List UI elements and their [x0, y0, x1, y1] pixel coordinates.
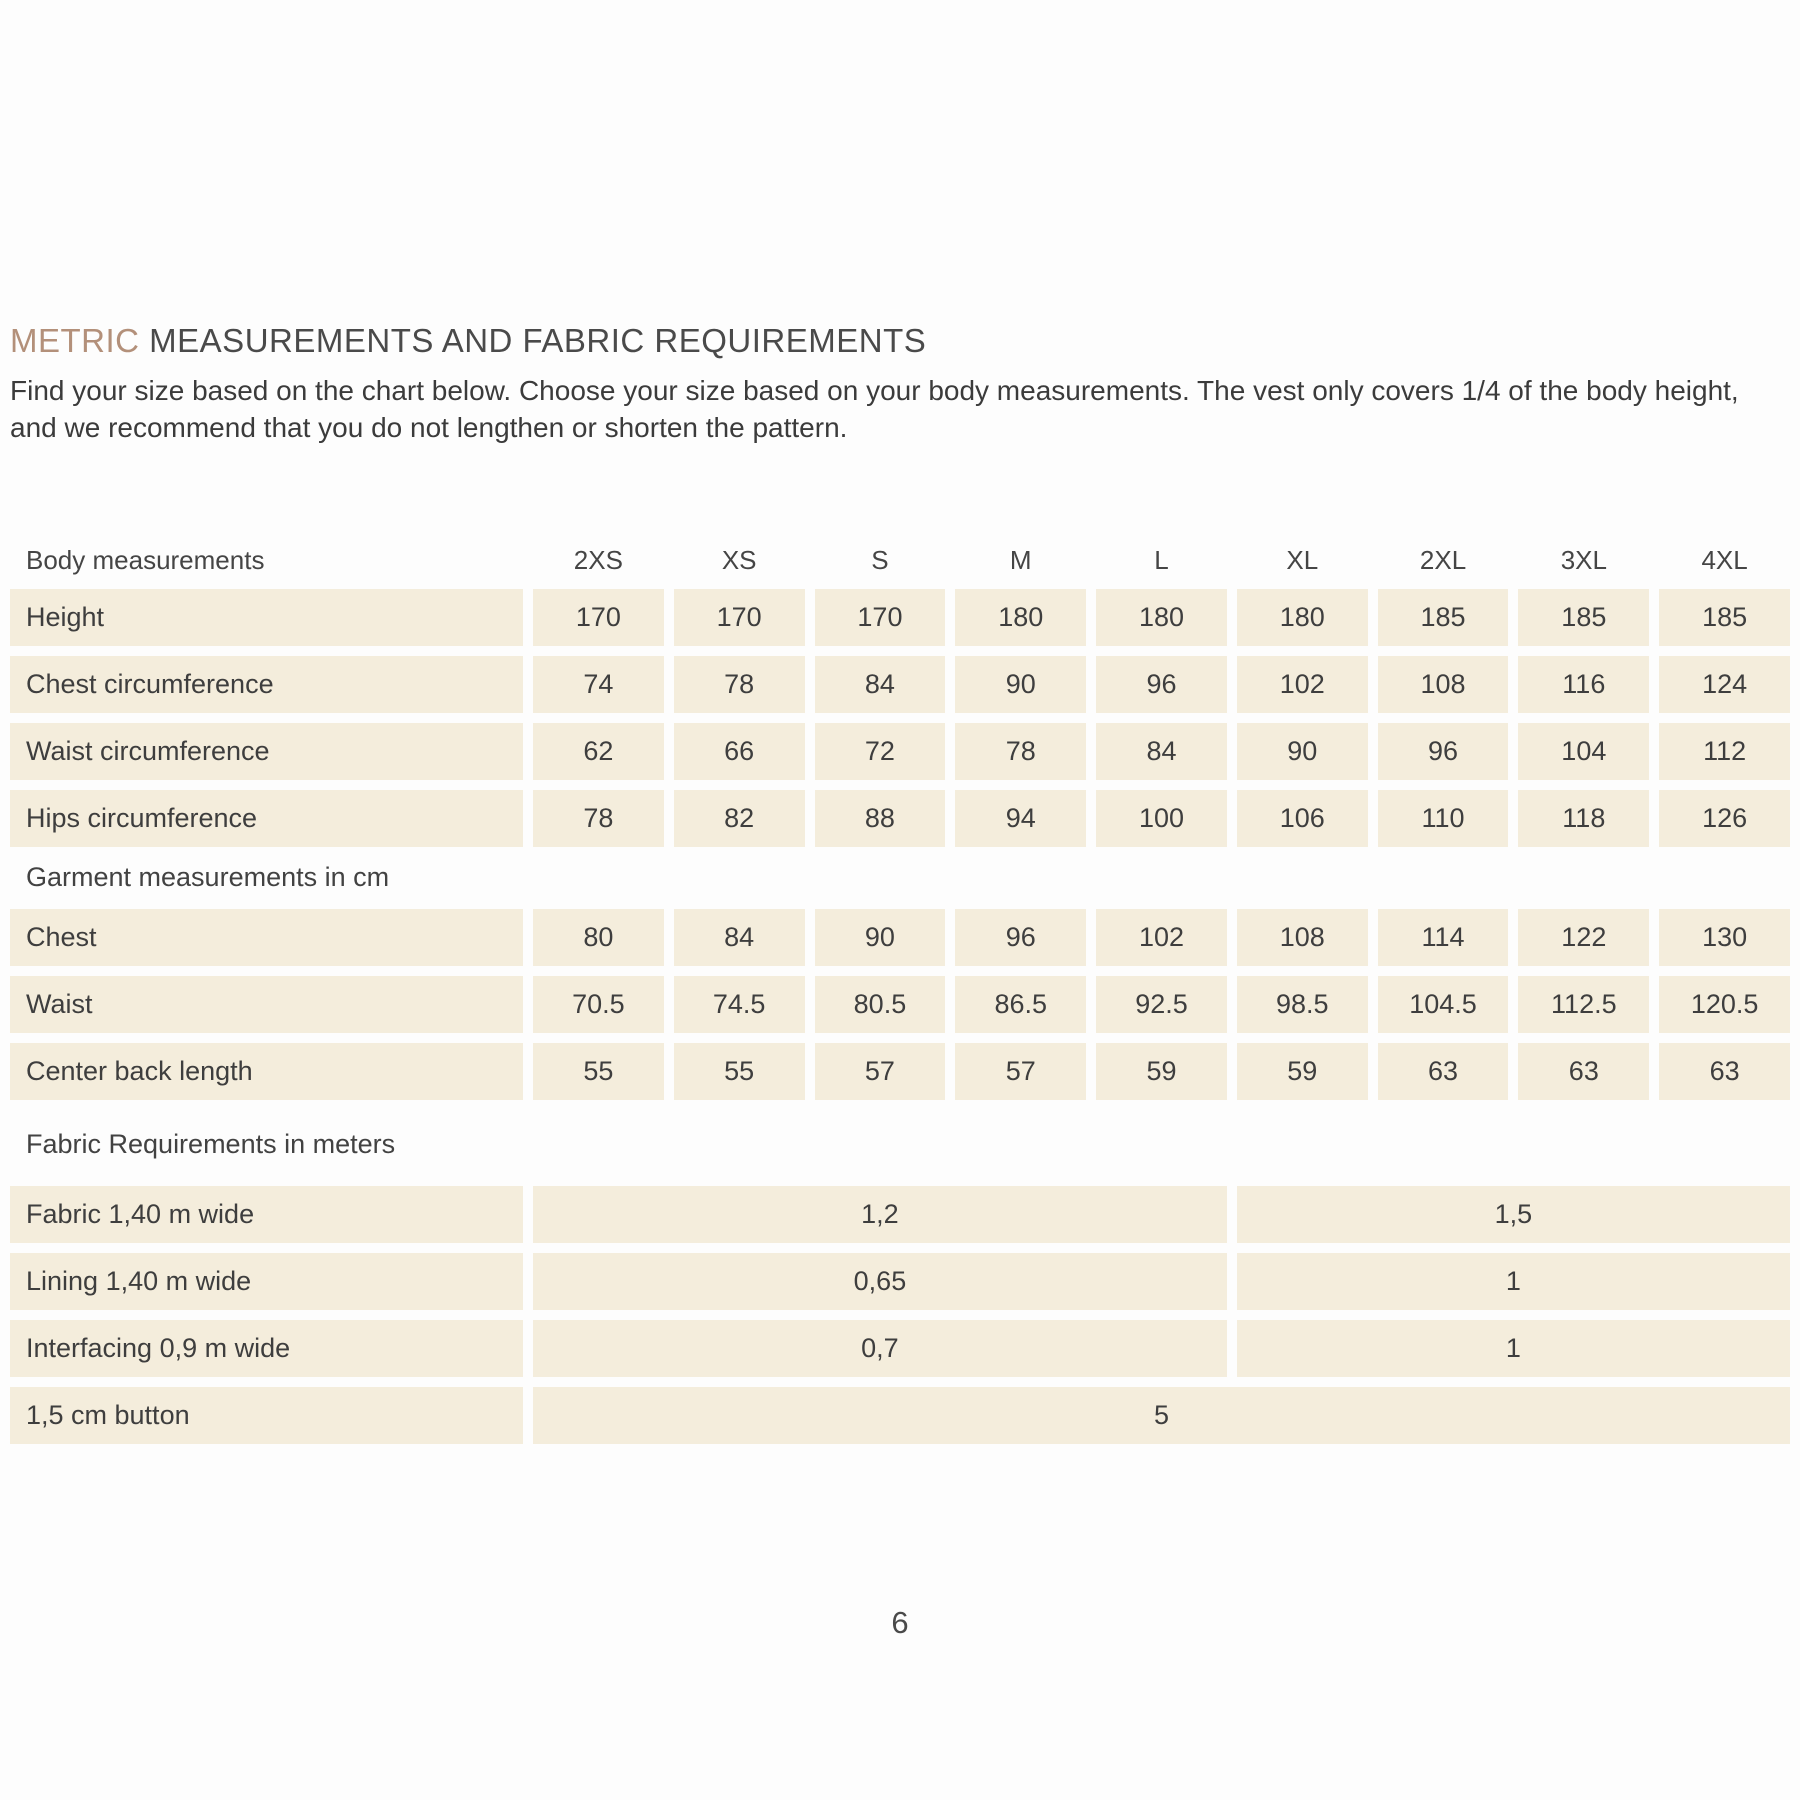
row-label: Waist: [10, 976, 523, 1033]
value-cell: 170: [815, 589, 946, 646]
body-measurements-header: Body measurements: [26, 545, 265, 575]
value-cell: 104.5: [1378, 976, 1509, 1033]
value-cell: 118: [1518, 790, 1649, 847]
value-cell: 96: [955, 909, 1086, 966]
value-cell: 112.5: [1518, 976, 1649, 1033]
value-cell: 100: [1096, 790, 1227, 847]
body-measurements-rows: [10, 589, 1790, 847]
fabric-requirements-rows: [10, 1186, 1790, 1444]
garment-measurement-row: [10, 909, 1790, 966]
merged-value-cell: 1: [1237, 1320, 1790, 1377]
value-cell: 92.5: [1096, 976, 1227, 1033]
value-cell: 63: [1518, 1043, 1649, 1100]
value-cell: 170: [533, 589, 664, 646]
value-cell: 185: [1659, 589, 1790, 646]
value-cell: 88: [815, 790, 946, 847]
merged-value-cell: 1,5: [1237, 1186, 1790, 1243]
fabric-requirement-row: [10, 1253, 1790, 1310]
value-cell: 80: [533, 909, 664, 966]
value-cell: 96: [1096, 656, 1227, 713]
garment-measurement-row: [10, 976, 1790, 1033]
value-cell: 78: [533, 790, 664, 847]
value-cell: 84: [674, 909, 805, 966]
value-cell: 94: [955, 790, 1086, 847]
value-cell: 102: [1096, 909, 1227, 966]
value-cell: 78: [674, 656, 805, 713]
value-cell: 104: [1518, 723, 1649, 780]
merged-value-cell: 1,2: [533, 1186, 1227, 1243]
fabric-requirement-row: [10, 1387, 1790, 1444]
title-highlight: METRIC: [10, 322, 140, 359]
value-cell: 185: [1378, 589, 1509, 646]
title-rest: MEASUREMENTS AND FABRIC REQUIREMENTS: [139, 322, 927, 359]
value-cell: 108: [1237, 909, 1368, 966]
value-cell: 72: [815, 723, 946, 780]
page-title: [10, 322, 1790, 360]
row-label: Lining 1,40 m wide: [10, 1253, 523, 1310]
value-cell: 116: [1518, 656, 1649, 713]
size-column-header: XS: [721, 545, 757, 575]
size-column-header: 4XL: [1701, 545, 1748, 575]
garment-measurements-rows: [10, 909, 1790, 1100]
value-cell: 55: [533, 1043, 664, 1100]
size-column-header: 2XS: [573, 545, 623, 575]
row-label: Waist circumference: [10, 723, 523, 780]
size-column-header: M: [1009, 545, 1032, 575]
value-cell: 102: [1237, 656, 1368, 713]
value-cell: 120.5: [1659, 976, 1790, 1033]
garment-measurement-row: [10, 1043, 1790, 1100]
value-cell: 80.5: [815, 976, 946, 1033]
value-cell: 90: [1237, 723, 1368, 780]
value-cell: 62: [533, 723, 664, 780]
row-label: Fabric 1,40 m wide: [10, 1186, 523, 1243]
value-cell: 57: [815, 1043, 946, 1100]
value-cell: 59: [1096, 1043, 1227, 1100]
page-content: [10, 0, 1790, 1454]
body-measurement-row: [10, 656, 1790, 713]
size-column-header: 2XL: [1419, 545, 1467, 575]
fabric-requirement-row: [10, 1320, 1790, 1377]
value-cell: 63: [1659, 1043, 1790, 1100]
value-cell: 180: [1237, 589, 1368, 646]
size-column-header: S: [871, 545, 889, 575]
row-label: Interfacing 0,9 m wide: [10, 1320, 523, 1377]
value-cell: 96: [1378, 723, 1509, 780]
row-label: Chest circumference: [10, 656, 523, 713]
page-number: 6: [891, 1605, 909, 1640]
value-cell: 59: [1237, 1043, 1368, 1100]
value-cell: 114: [1378, 909, 1509, 966]
value-cell: 106: [1237, 790, 1368, 847]
body-measurement-row: [10, 790, 1790, 847]
value-cell: 126: [1659, 790, 1790, 847]
value-cell: 108: [1378, 656, 1509, 713]
value-cell: 78: [955, 723, 1086, 780]
value-cell: 74: [533, 656, 664, 713]
fabric-section-label: Fabric Requirements in meters: [26, 1128, 396, 1159]
row-label: Center back length: [10, 1043, 523, 1100]
value-cell: 55: [674, 1043, 805, 1100]
value-cell: 110: [1378, 790, 1509, 847]
value-cell: 57: [955, 1043, 1086, 1100]
value-cell: 130: [1659, 909, 1790, 966]
value-cell: 84: [815, 656, 946, 713]
value-cell: 124: [1659, 656, 1790, 713]
size-column-header: 3XL: [1560, 545, 1607, 575]
row-label: Height: [10, 589, 523, 646]
value-cell: 112: [1659, 723, 1790, 780]
size-column-header: L: [1154, 545, 1169, 575]
intro-paragraph: Find your size based on the chart below. Choose your size based on your body measurements. The vest only covers 1/4 of the body height, and we recommend that you do not lengthen or shorten the pattern.: [10, 375, 1739, 443]
value-cell: 122: [1518, 909, 1649, 966]
merged-value-cell: 1: [1237, 1253, 1790, 1310]
row-label: Hips circumference: [10, 790, 523, 847]
value-cell: 86.5: [955, 976, 1086, 1033]
value-cell: 180: [955, 589, 1086, 646]
size-chart-table: [10, 544, 1790, 1444]
body-measurement-row: [10, 723, 1790, 780]
merged-value-cell: 5: [533, 1387, 1790, 1444]
row-label: Chest: [10, 909, 523, 966]
value-cell: 63: [1378, 1043, 1509, 1100]
body-measurement-row: [10, 589, 1790, 646]
size-header-row: [10, 544, 1790, 576]
garment-section-label: Garment measurements in cm: [26, 861, 390, 892]
merged-value-cell: 0,7: [533, 1320, 1227, 1377]
value-cell: 180: [1096, 589, 1227, 646]
row-label: 1,5 cm button: [10, 1387, 523, 1444]
value-cell: 70.5: [533, 976, 664, 1033]
value-cell: 90: [955, 656, 1086, 713]
merged-value-cell: 0,65: [533, 1253, 1227, 1310]
value-cell: 90: [815, 909, 946, 966]
value-cell: 170: [674, 589, 805, 646]
fabric-requirement-row: [10, 1186, 1790, 1243]
value-cell: 98.5: [1237, 976, 1368, 1033]
value-cell: 82: [674, 790, 805, 847]
value-cell: 74.5: [674, 976, 805, 1033]
value-cell: 84: [1096, 723, 1227, 780]
value-cell: 66: [674, 723, 805, 780]
value-cell: 185: [1518, 589, 1649, 646]
size-column-header: XL: [1286, 545, 1319, 575]
